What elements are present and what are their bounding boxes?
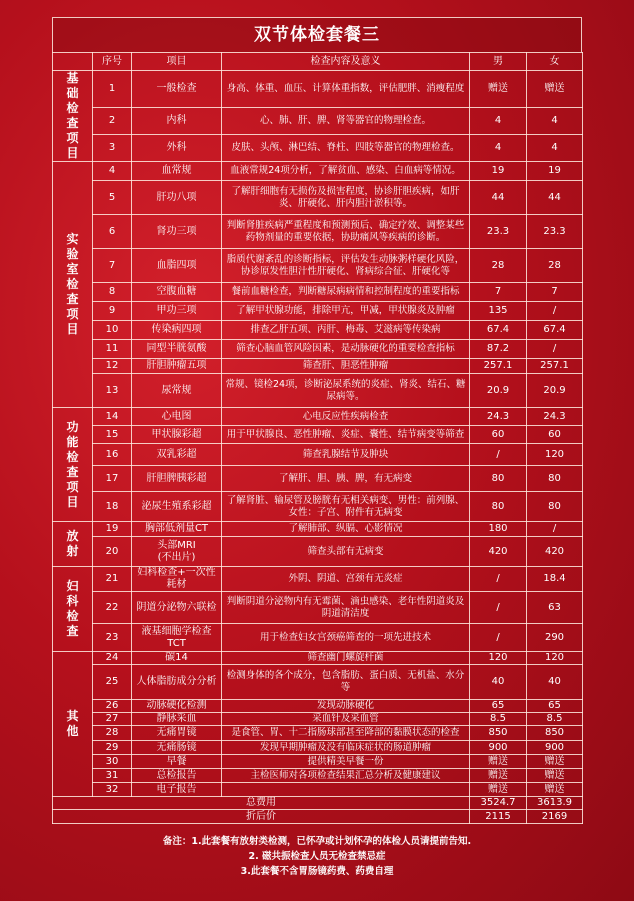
row-male-price: 赠送 — [470, 755, 527, 769]
row-male-price: 120 — [470, 652, 527, 665]
row-female-price: 44 — [527, 181, 583, 215]
row-male-price: 28 — [470, 249, 527, 283]
row-male-price: 80 — [470, 466, 527, 492]
row-male-price: 900 — [470, 741, 527, 755]
row-female-price: 850 — [527, 726, 583, 741]
table-row — [53, 492, 583, 522]
category-label: 其他 — [66, 709, 79, 738]
row-female-price: 4 — [527, 108, 583, 135]
row-item: 尿常规 — [132, 374, 222, 408]
row-female-price: 23.3 — [527, 215, 583, 249]
table-row — [53, 741, 583, 755]
row-male-price: 24.3 — [470, 408, 527, 426]
row-no: 22 — [93, 592, 132, 624]
row-no: 3 — [93, 135, 132, 162]
category-cell — [53, 71, 93, 162]
table-row — [53, 162, 583, 181]
row-male-price: 8.5 — [470, 713, 527, 726]
discount-row-female: 2169 — [527, 810, 583, 824]
row-female-price: 赠送 — [527, 71, 583, 108]
row-no: 26 — [93, 700, 132, 713]
row-female-price: 80 — [527, 492, 583, 522]
total-row-label: 总费用 — [53, 797, 470, 810]
row-item: 肝胆脾胰彩超 — [132, 466, 222, 492]
table-row — [53, 135, 583, 162]
row-desc: 检测身体的各个成分，包含脂肪、蛋白质、无机盐、水分等 — [222, 665, 470, 700]
row-female-price: 420 — [527, 537, 583, 567]
row-female-price: 4 — [527, 135, 583, 162]
row-no: 5 — [93, 181, 132, 215]
row-female-price: 120 — [527, 444, 583, 466]
package-sheet — [52, 17, 582, 824]
row-desc: 筛查乳腺结节及肿块 — [222, 444, 470, 466]
row-female-price: 80 — [527, 466, 583, 492]
row-desc: 采血针及采血管 — [222, 713, 470, 726]
row-desc: 皮肤、头颅、淋巴结、脊柱、四肢等器官的物理检查。 — [222, 135, 470, 162]
row-desc: 判断阴道分泌物内有无霉菌、滴虫感染、老年性阴道炎及阴道清洁度 — [222, 592, 470, 624]
row-item: 无痛胃镜 — [132, 726, 222, 741]
row-item: 妇科检查+一次性耗材 — [132, 567, 222, 592]
category-cell — [53, 408, 93, 522]
row-item: 早餐 — [132, 755, 222, 769]
table-row — [53, 321, 583, 340]
row-no: 7 — [93, 249, 132, 283]
table-row — [53, 466, 583, 492]
table-row — [53, 108, 583, 135]
row-male-price: 65 — [470, 700, 527, 713]
row-item: 肝胆肿瘤五项 — [132, 359, 222, 374]
row-male-price: 80 — [470, 492, 527, 522]
row-no: 27 — [93, 713, 132, 726]
row-male-price: 23.3 — [470, 215, 527, 249]
row-female-price: 60 — [527, 426, 583, 444]
row-no: 19 — [93, 522, 132, 537]
row-item: 空腹血糖 — [132, 283, 222, 302]
table-row — [53, 302, 583, 321]
table-row — [53, 783, 583, 797]
category-cell — [53, 522, 93, 567]
row-item: 泌尿生殖系彩超 — [132, 492, 222, 522]
page-title: 双节体检套餐三 — [52, 17, 582, 52]
row-no: 15 — [93, 426, 132, 444]
row-male-price: 赠送 — [470, 769, 527, 783]
row-desc: 筛查幽门螺旋杆菌 — [222, 652, 470, 665]
row-male-price: / — [470, 444, 527, 466]
table-row — [53, 537, 583, 567]
row-item: 甲状腺彩超 — [132, 426, 222, 444]
table-row — [53, 181, 583, 215]
table-row — [53, 769, 583, 783]
row-desc: 脂质代谢紊乱的诊断指标，评估发生动脉粥样硬化风险，协诊原发性胆汁性肝硬化、肾病综合征、肝硬化等 — [222, 249, 470, 283]
row-desc: 常规、镜检24项，诊断泌尿系统的炎症、肾炎、结石、糖尿病等。 — [222, 374, 470, 408]
row-no: 20 — [93, 537, 132, 567]
row-item: 双乳彩超 — [132, 444, 222, 466]
row-male-price: 257.1 — [470, 359, 527, 374]
row-male-price: / — [470, 567, 527, 592]
row-item: 同型半胱氨酸 — [132, 340, 222, 359]
table-row — [53, 283, 583, 302]
row-female-price: 赠送 — [527, 755, 583, 769]
row-item: 头部MRI (不出片) — [132, 537, 222, 567]
row-no: 28 — [93, 726, 132, 741]
header-desc: 检查内容及意义 — [222, 53, 470, 71]
table-row — [53, 340, 583, 359]
row-female-price: 赠送 — [527, 769, 583, 783]
note-line: 2. 磁共振检查人员无检查禁忌症 — [248, 851, 386, 862]
row-male-price: 135 — [470, 302, 527, 321]
row-item: 肾功三项 — [132, 215, 222, 249]
row-desc: 是食管、胃、十二指肠球部甚至降部的黏膜状态的检查 — [222, 726, 470, 741]
row-female-price: 257.1 — [527, 359, 583, 374]
row-female-price: 120 — [527, 652, 583, 665]
row-male-price: 赠送 — [470, 71, 527, 108]
row-female-price: 7 — [527, 283, 583, 302]
package-table — [52, 52, 583, 824]
row-desc: 排查乙肝五项、丙肝、梅毒、艾滋病等传染病 — [222, 321, 470, 340]
row-item: 外科 — [132, 135, 222, 162]
total-row-female: 3613.9 — [527, 797, 583, 810]
category-cell — [53, 652, 93, 797]
row-desc: 筛查头部有无病变 — [222, 537, 470, 567]
row-item: 碳14 — [132, 652, 222, 665]
row-no: 6 — [93, 215, 132, 249]
note-line: 备注：1.此套餐有放射类检测，已怀孕或计划怀孕的体检人员请提前告知. — [162, 836, 472, 847]
row-male-price: 44 — [470, 181, 527, 215]
row-male-price: 60 — [470, 426, 527, 444]
row-female-price: 8.5 — [527, 713, 583, 726]
row-no: 1 — [93, 71, 132, 108]
row-item: 肝功八项 — [132, 181, 222, 215]
row-desc: 主检医师对各项检查结果汇总分析及健康建议 — [222, 769, 470, 783]
row-no: 21 — [93, 567, 132, 592]
discount-row — [53, 810, 583, 824]
row-item: 人体脂肪成分分析 — [132, 665, 222, 700]
row-no: 10 — [93, 321, 132, 340]
row-male-price: 40 — [470, 665, 527, 700]
row-item: 静脉采血 — [132, 713, 222, 726]
total-row — [53, 797, 583, 810]
row-no: 23 — [93, 624, 132, 652]
table-row — [53, 522, 583, 537]
row-item: 一般检查 — [132, 71, 222, 108]
row-male-price: 19 — [470, 162, 527, 181]
row-item: 液基细胞学检查TCT — [132, 624, 222, 652]
row-female-price: / — [527, 340, 583, 359]
row-no: 4 — [93, 162, 132, 181]
row-male-price: 180 — [470, 522, 527, 537]
row-no: 2 — [93, 108, 132, 135]
row-item: 胸部低剂量CT — [132, 522, 222, 537]
row-female-price: 19 — [527, 162, 583, 181]
row-no: 13 — [93, 374, 132, 408]
header-category-cell — [53, 53, 93, 71]
row-female-price: 18.4 — [527, 567, 583, 592]
table-row — [53, 408, 583, 426]
row-female-price: 290 — [527, 624, 583, 652]
row-male-price: 4 — [470, 135, 527, 162]
table-row — [53, 665, 583, 700]
row-no: 11 — [93, 340, 132, 359]
row-desc: 了解肺部、纵膈、心影情况 — [222, 522, 470, 537]
discount-row-male: 2115 — [470, 810, 527, 824]
row-desc: 了解肝细胞有无损伤及损害程度，协诊肝胆疾病，如肝炎、肝硬化、肝内胆汁淤积等。 — [222, 181, 470, 215]
row-female-price: / — [527, 522, 583, 537]
row-no: 29 — [93, 741, 132, 755]
table-row — [53, 444, 583, 466]
table-row — [53, 426, 583, 444]
category-label: 基础检查项目 — [66, 71, 79, 160]
row-no: 31 — [93, 769, 132, 783]
row-desc: 发现早期肿瘤及没有临床症状的肠道肿瘤 — [222, 741, 470, 755]
row-no: 24 — [93, 652, 132, 665]
row-male-price: 87.2 — [470, 340, 527, 359]
table-row — [53, 567, 583, 592]
row-no: 12 — [93, 359, 132, 374]
row-item: 动脉硬化检测 — [132, 700, 222, 713]
row-female-price: 20.9 — [527, 374, 583, 408]
row-desc: 心电反应性疾病检查 — [222, 408, 470, 426]
notes — [52, 834, 582, 879]
category-label: 妇科检查 — [66, 579, 79, 638]
table-row — [53, 592, 583, 624]
row-male-price: 20.9 — [470, 374, 527, 408]
header-male: 男 — [470, 53, 527, 71]
row-desc — [222, 783, 470, 797]
row-desc: 判断肾脏疾病严重程度和预测预后、确定疗效、调整某些药物剂量的重要依据，协助痛风等疾病的诊断。 — [222, 215, 470, 249]
row-female-price: 67.4 — [527, 321, 583, 340]
row-item: 血常规 — [132, 162, 222, 181]
table-row — [53, 726, 583, 741]
row-no: 16 — [93, 444, 132, 466]
row-female-price: 63 — [527, 592, 583, 624]
row-female-price: / — [527, 302, 583, 321]
row-item: 总检报告 — [132, 769, 222, 783]
table-row — [53, 215, 583, 249]
row-male-price: 67.4 — [470, 321, 527, 340]
row-desc: 餐前血糖检查，判断糖尿病病情和控制程度的重要指标 — [222, 283, 470, 302]
table-row — [53, 624, 583, 652]
row-no: 30 — [93, 755, 132, 769]
row-female-price: 900 — [527, 741, 583, 755]
row-item: 阴道分泌物六联检 — [132, 592, 222, 624]
row-male-price: 4 — [470, 108, 527, 135]
row-female-price: 65 — [527, 700, 583, 713]
row-item: 血脂四项 — [132, 249, 222, 283]
category-cell — [53, 162, 93, 408]
row-item: 心电图 — [132, 408, 222, 426]
category-label: 放射 — [66, 529, 79, 558]
row-female-price: 赠送 — [527, 783, 583, 797]
row-desc: 筛查心脑血管风险因素，是动脉硬化的重要检查指标 — [222, 340, 470, 359]
row-male-price: 850 — [470, 726, 527, 741]
header-row — [53, 53, 583, 71]
row-desc: 用于甲状腺良、恶性肿瘤、炎症、囊性、结节病变等筛查 — [222, 426, 470, 444]
row-male-price: 7 — [470, 283, 527, 302]
table-row — [53, 755, 583, 769]
row-desc: 血液常规24项分析，了解贫血、感染、白血病等情况。 — [222, 162, 470, 181]
row-female-price: 24.3 — [527, 408, 583, 426]
total-row-male: 3524.7 — [470, 797, 527, 810]
row-female-price: 40 — [527, 665, 583, 700]
row-no: 8 — [93, 283, 132, 302]
row-no: 18 — [93, 492, 132, 522]
row-female-price: 28 — [527, 249, 583, 283]
table-row — [53, 374, 583, 408]
table-row — [53, 652, 583, 665]
row-desc: 身高、体重、血压、计算体重指数，评估肥胖、消瘦程度 — [222, 71, 470, 108]
category-label: 功能检查项目 — [66, 419, 79, 509]
table-row — [53, 249, 583, 283]
row-male-price: / — [470, 624, 527, 652]
row-male-price: 420 — [470, 537, 527, 567]
row-male-price: 赠送 — [470, 783, 527, 797]
row-desc: 了解肾脏、输尿管及膀胱有无相关病变、男性：前列腺、女性：子宫、附件有无病变 — [222, 492, 470, 522]
row-desc: 外阴、阴道、宫颈有无炎症 — [222, 567, 470, 592]
row-no: 32 — [93, 783, 132, 797]
row-male-price: / — [470, 592, 527, 624]
table-row — [53, 700, 583, 713]
row-desc: 发现动脉硬化 — [222, 700, 470, 713]
row-item: 传染病四项 — [132, 321, 222, 340]
row-item: 甲功三项 — [132, 302, 222, 321]
header-female: 女 — [527, 53, 583, 71]
header-no: 序号 — [93, 53, 132, 71]
row-desc: 了解甲状腺功能，排除甲亢，甲减，甲状腺炎及肿瘤 — [222, 302, 470, 321]
table-row — [53, 713, 583, 726]
discount-row-label: 折后价 — [53, 810, 470, 824]
row-desc: 用于检查妇女宫颈癌筛查的一项先进技术 — [222, 624, 470, 652]
row-no: 25 — [93, 665, 132, 700]
note-line: 3.此套餐不含胃肠镜药费、药费自理 — [240, 866, 394, 877]
row-item: 内科 — [132, 108, 222, 135]
row-item: 无痛肠镜 — [132, 741, 222, 755]
table-row — [53, 71, 583, 108]
row-no: 17 — [93, 466, 132, 492]
header-item: 项目 — [132, 53, 222, 71]
row-desc: 提供精美早餐一份 — [222, 755, 470, 769]
category-cell — [53, 567, 93, 652]
row-desc: 了解肝、胆、胰、脾，有无病变 — [222, 466, 470, 492]
row-item: 电子报告 — [132, 783, 222, 797]
row-no: 9 — [93, 302, 132, 321]
table-row — [53, 359, 583, 374]
row-no: 14 — [93, 408, 132, 426]
row-desc: 心、肺、肝、脾、肾等器官的物理检查。 — [222, 108, 470, 135]
category-label: 实验室检查项目 — [66, 232, 79, 336]
row-desc: 筛查肝、胆恶性肿瘤 — [222, 359, 470, 374]
